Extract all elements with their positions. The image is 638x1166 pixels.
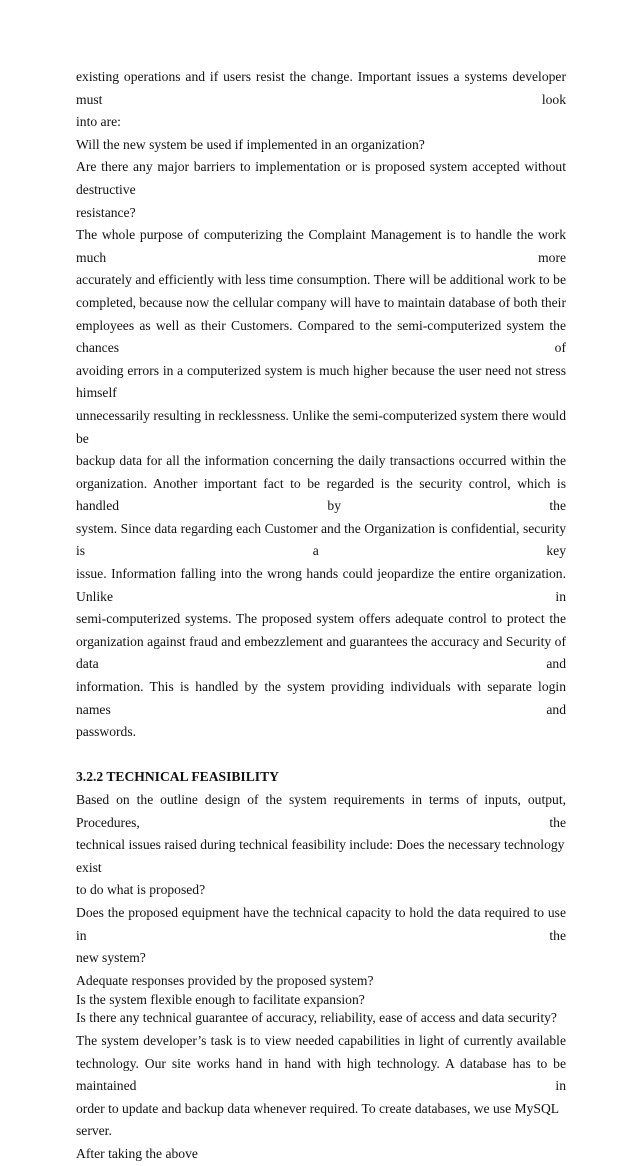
text-line: Are there any major barriers to implementation or is proposed system accepted without destructive [76,159,566,197]
section-heading: 3.2.2 TECHNICAL FEASIBILITY [76,769,279,785]
text-line: organization against fraud and embezzlement and guarantees the accuracy and Security of data and [76,633,566,672]
text-line: backup data for all the information concerning the daily transactions occurred within the [76,453,566,469]
document-body [76,66,566,1166]
text-line: information. This is handled by the system providing individuals with separate login names and [76,679,566,717]
text-line: avoiding errors in a computerized system is much higher because the user need not stress himself [76,362,566,401]
text-line: technical issues raised during technical feasibility include: Does the necessary technology exist [76,837,565,875]
text-line: Is the system flexible enough to facilitate expansion? [76,992,365,1008]
text-line: existing operations and if users resist the change. Important issues a systems developer must look [76,69,566,107]
text-line: technology. Our site works hand in hand with high technology. A database has to be maintained in [76,1055,566,1094]
text-line: accurately and efficiently with less time consumption. There will be additional work to be [76,272,566,288]
text-line: The system developer’s task is to view needed capabilities in light of currently available [76,1032,566,1048]
text-line: After taking the above [76,1145,198,1161]
text-line: resistance? [76,204,136,220]
text-line: organization. Another important fact to be regarded is the security control, which is handled by the [76,475,566,514]
text-line: into are: [76,114,121,130]
text-line: passwords. [76,724,137,740]
text-line: Is there any technical guarantee of accuracy, reliability, ease of access and data security? [76,1010,557,1026]
text-line: completed, because now the cellular company will have to maintain database of both their [76,294,566,310]
text-line: The whole purpose of computerizing the Complaint Management is to handle the work much more [76,227,566,265]
paragraph-spacer [76,744,566,767]
text-line: new system? [76,950,146,966]
text-line: system. Since data regarding each Customer and the Organization is confidential, security is a key [76,520,566,559]
text-line: unnecessarily resulting in recklessness. Unlike the semi-computerized system there would be [76,407,566,446]
text-line: issue. Information falling into the wrong hands could jeopardize the entire organization. Unlike in [76,566,566,604]
text-line: order to update and backup data whenever required. To create databases, we use MySQL server. [76,1100,559,1139]
text-line: Adequate responses provided by the proposed system? [76,972,374,988]
text-line: Based on the outline design of the system requirements in terms of inputs, output, Procedures, the [76,792,566,830]
text-line: employees as well as their Customers. Compared to the semi-computerized system the chances of [76,317,566,356]
text-line: Will the new system be used if implemented in an organization? [76,136,425,152]
text-line: semi-computerized systems. The proposed system offers adequate control to protect the [76,611,566,627]
text-line: to do what is proposed? [76,882,206,898]
text-line: Does the proposed equipment have the technical capacity to hold the data required to use in the [76,904,566,943]
